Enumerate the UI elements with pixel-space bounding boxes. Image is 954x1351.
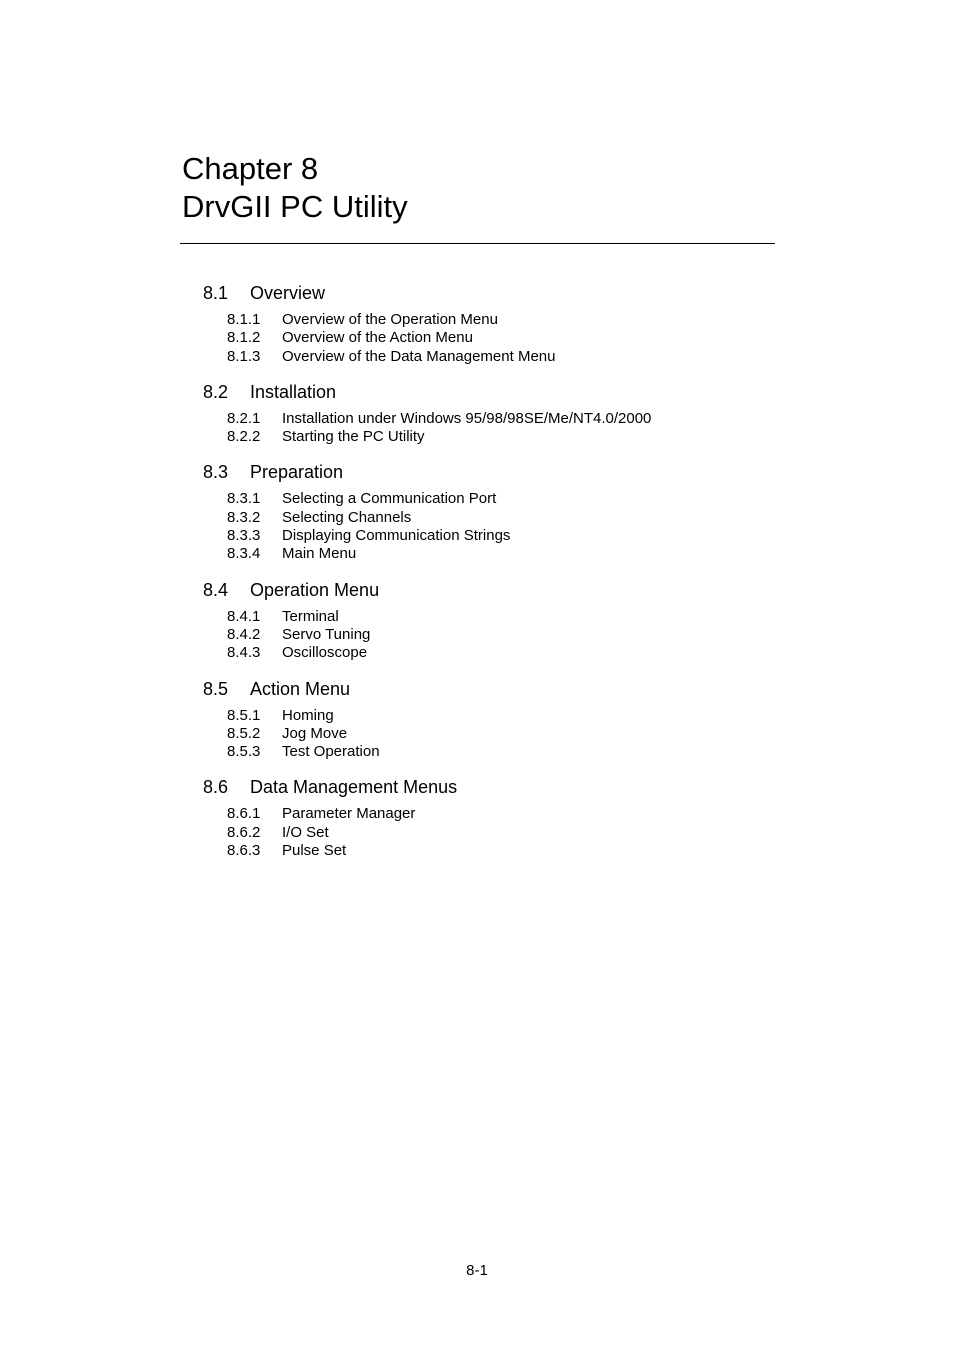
divider [180,243,775,244]
subsection-number: 8.2.1 [227,409,261,427]
toc-section [203,577,763,663]
subsection-title: Overview of the Operation Menu [282,311,498,328]
toc-section-heading[interactable] [203,676,763,702]
subsection-number: 8.6.1 [227,805,261,823]
subsection-list [203,410,763,447]
toc-entry[interactable] [227,743,763,761]
subsection-title: Homing [282,706,334,724]
subsection-number: 8.1.1 [227,311,261,328]
toc-entry[interactable] [227,410,763,428]
subsection-list [203,490,763,563]
subsection-title: Overview of the Action Menu [282,329,473,347]
section-number: 8.4 [203,579,229,600]
subsection-title: Pulse Set [282,842,347,860]
toc-entry[interactable] [227,329,763,347]
section-number: 8.5 [203,678,229,699]
toc-entry[interactable] [227,428,763,446]
subsection-title: Installation under Windows 95/98/98SE/Me/NT4.0/2000 [282,409,652,427]
toc-section-heading[interactable] [203,280,763,306]
toc-entry[interactable] [227,490,763,508]
section-title: Operation Menu [250,579,380,600]
subsection-number: 8.5.3 [227,743,261,761]
subsection-title: Jog Move [282,724,348,742]
subsection-title: Displaying Communication Strings [282,527,511,545]
toc-section-heading[interactable] [203,774,763,800]
toc-entry[interactable] [227,527,763,545]
subsection-list [203,707,763,762]
section-title: Data Management Menus [250,777,458,798]
subsection-number: 8.3.2 [227,508,261,526]
section-title: Installation [250,381,337,402]
toc-section-heading[interactable] [203,459,763,485]
subsection-number: 8.5.1 [227,706,261,724]
subsection-number: 8.1.3 [227,347,261,365]
table-of-contents [203,280,763,860]
subsection-title: Selecting Channels [282,508,412,526]
subsection-number: 8.2.2 [227,428,261,446]
subsection-number: 8.4.1 [227,607,261,625]
toc-section [203,676,763,762]
toc-section-heading[interactable] [203,379,763,405]
section-title: Overview [250,283,326,303]
toc-entry[interactable] [227,545,763,563]
toc-section [203,280,763,366]
toc-entry[interactable] [227,824,763,842]
subsection-number: 8.5.2 [227,724,261,742]
toc-entry[interactable] [227,805,763,823]
toc-section-heading[interactable] [203,577,763,603]
toc-section [203,774,763,860]
toc-entry[interactable] [227,608,763,626]
subsection-title: Main Menu [282,545,357,563]
section-title: Preparation [250,462,344,483]
subsection-number: 8.6.3 [227,842,261,860]
subsection-title: Terminal [282,607,339,625]
section-number: 8.3 [203,462,229,483]
toc-entry[interactable] [227,644,763,662]
chapter-title [182,150,408,226]
subsection-list [203,608,763,663]
chapter-number: Chapter 8 [182,151,319,186]
subsection-number: 8.1.2 [227,329,261,347]
toc-entry[interactable] [227,707,763,725]
subsection-number: 8.6.2 [227,823,261,841]
subsection-title: Parameter Manager [282,805,416,823]
toc-entry[interactable] [227,725,763,743]
toc-entry[interactable] [227,311,763,329]
toc-entry[interactable] [227,509,763,527]
subsection-list [203,311,763,366]
section-number: 8.6 [203,777,229,798]
subsection-title: Starting the PC Utility [282,428,425,446]
toc-section [203,379,763,447]
page-number: 8-1 [466,1262,488,1279]
subsection-title: I/O Set [282,823,329,841]
subsection-number: 8.4.2 [227,625,261,643]
subsection-title: Test Operation [282,743,380,761]
toc-section [203,459,763,563]
section-number: 8.1 [203,283,229,303]
subsection-number: 8.3.1 [227,490,261,508]
subsection-title: Overview of the Data Management Menu [282,347,556,365]
subsection-title: Oscilloscope [282,644,368,662]
section-title: Action Menu [250,678,351,699]
subsection-number: 8.4.3 [227,644,261,662]
subsection-title: Servo Tuning [282,625,371,643]
subsection-title: Selecting a Communication Port [282,490,497,508]
subsection-number: 8.3.3 [227,527,261,545]
subsection-list [203,805,763,860]
section-number: 8.2 [203,381,229,402]
chapter-name: DrvGII PC Utility [182,189,408,224]
toc-entry[interactable] [227,348,763,366]
toc-entry[interactable] [227,842,763,860]
toc-entry[interactable] [227,626,763,644]
subsection-number: 8.3.4 [227,545,261,563]
